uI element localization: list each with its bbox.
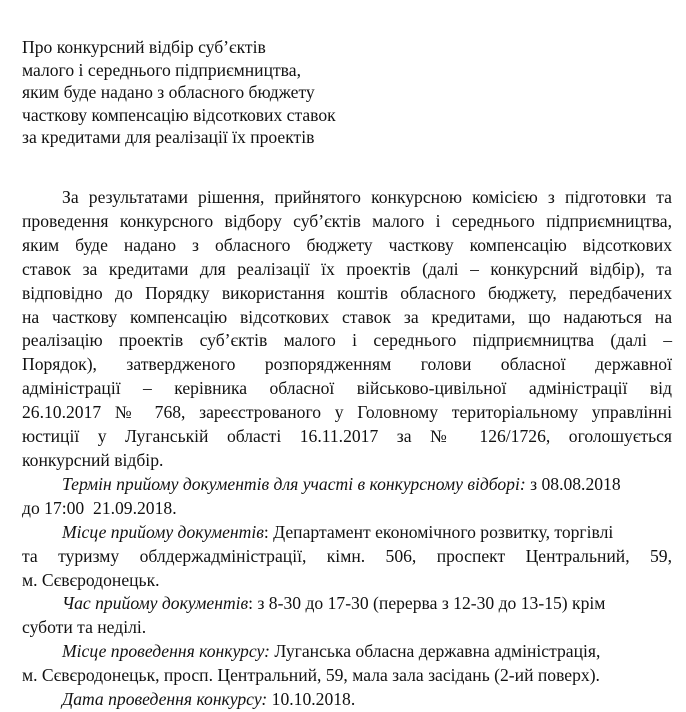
place-contest-paragraph	[22, 640, 672, 688]
title-line: часткову компенсацію відсоткових ставок	[22, 104, 336, 125]
intro-paragraph	[22, 186, 672, 473]
date-contest-value: 10.10.2018.	[267, 689, 356, 710]
intro-line: За результатами рішення, прийнятого конкурсною комісією з підготовки та	[62, 187, 672, 207]
place-contest-line	[22, 640, 672, 664]
place-docs-paragraph	[22, 521, 672, 593]
intro-line: конкурсний відбір.	[22, 449, 164, 470]
time-docs-value: : з 8-30 до 17-30 (перерва з 12-30 до 13-15) крім	[248, 593, 606, 614]
intro-line: Порядок), затвердженого розпорядженням голови обласної державної	[22, 354, 672, 375]
intro-line: ставок за кредитами для реалізації їх проектів (далі – конкурсний відбір), та	[22, 258, 672, 279]
deadline-paragraph	[22, 473, 672, 521]
place-docs-line: м. Сєвєродонецьк.	[22, 569, 160, 590]
place-contest-value: Луганська обласна державна адміністрація,	[269, 641, 601, 662]
title-line: Про конкурсний відбір суб’єктів	[22, 37, 266, 57]
deadline-label: Термін прийому документів для участі в конкурсному відборі:	[62, 473, 526, 494]
intro-line: відповідно до Порядку використання коштів обласного бюджету, передбачених	[22, 282, 672, 303]
deadline-value-start: з 08.08.2018	[530, 473, 621, 494]
time-docs-label: Час прийому документів	[62, 593, 249, 614]
intro-line: 26.10.2017 № 768, зареєстрованого у Головному територіальному управлінні	[22, 402, 672, 423]
title-line: за кредитами для реалізації їх проектів	[22, 127, 315, 148]
date-contest-paragraph	[22, 688, 672, 712]
place-docs-line	[22, 521, 672, 545]
intro-line: адміністрації – керівника обласної військово-цивільної адміністрації від	[22, 378, 672, 399]
time-docs-paragraph	[22, 592, 672, 640]
place-docs-label: Місце прийому документів	[62, 521, 264, 542]
time-docs-line	[22, 592, 672, 616]
intro-line: проведення конкурсного відбору суб’єктів малого і середнього підприємництва,	[22, 210, 672, 231]
intro-line: юстиції у Луганській області 16.11.2017 за № 126/1726, оголошується	[22, 426, 672, 447]
date-contest-line	[22, 688, 672, 712]
place-contest-line: м. Сєвєродонецьк, просп. Центральний, 59, мала зала засідань (2-ий поверх).	[22, 665, 600, 686]
deadline-value-end: до 17:00 21.09.2018.	[22, 497, 177, 518]
intro-line: реалізацію проектів суб’єктів малого і середнього підприємництва (далі –	[22, 330, 672, 351]
title-line: малого і середнього підприємництва,	[22, 59, 301, 80]
date-contest-label: Дата проведення конкурсу:	[62, 689, 268, 710]
place-contest-label: Місце проведення конкурсу:	[62, 641, 270, 662]
intro-line: яким буде надано з обласного бюджету часткову компенсацію відсоткових	[22, 234, 672, 255]
title-line: яким буде надано з обласного бюджету	[22, 82, 315, 103]
place-docs-line: та туризму облдержадміністрації, кімн. 506, проспект Центральний, 59,	[22, 545, 672, 566]
time-docs-line: суботи та неділі.	[22, 617, 147, 638]
deadline-line	[22, 473, 672, 497]
place-docs-value: : Департамент економічного розвитку, торгівлі	[263, 521, 614, 542]
announcement-body	[22, 186, 672, 712]
intro-line: на часткову компенсацію відсоткових ставок за кредитами, що надаються на	[22, 306, 672, 327]
document-title	[22, 36, 402, 149]
